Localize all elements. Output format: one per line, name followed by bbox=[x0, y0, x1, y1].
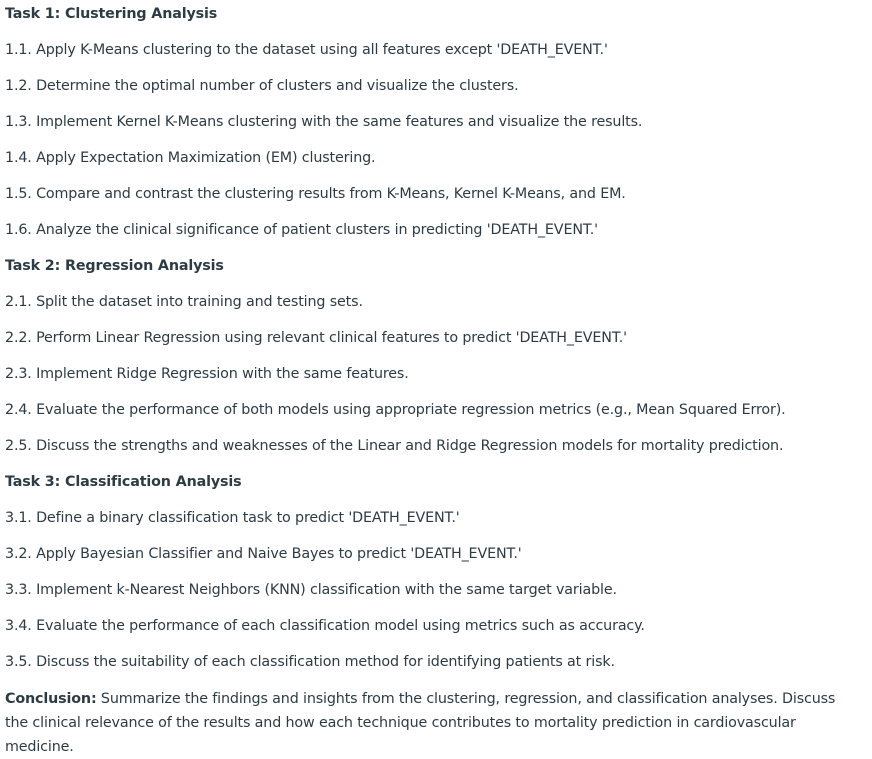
task3-item: 3.4. Evaluate the performance of each classification model using metrics such as accuracy. bbox=[5, 618, 645, 634]
task1-item: 1.6. Analyze the clinical significance of patient clusters in predicting 'DEATH_EVENT.' bbox=[5, 222, 598, 238]
task1-item: 1.1. Apply K-Means clustering to the dataset using all features except 'DEATH_EVENT.' bbox=[5, 42, 608, 58]
task3-heading: Task 3: Classification Analysis bbox=[5, 474, 242, 490]
task2-item: 2.1. Split the dataset into training and testing sets. bbox=[5, 294, 363, 310]
task1-item: 1.3. Implement Kernel K-Means clustering with the same features and visualize the results. bbox=[5, 114, 643, 130]
task3-item: 3.5. Discuss the suitability of each classification method for identifying patients at risk. bbox=[5, 654, 615, 670]
task2-item: 2.2. Perform Linear Regression using relevant clinical features to predict 'DEATH_EVENT.' bbox=[5, 330, 627, 346]
task2-item: 2.4. Evaluate the performance of both models using appropriate regression metrics (e.g., Mean Squared Error). bbox=[5, 402, 786, 418]
task2-item: 2.5. Discuss the strengths and weaknesses of the Linear and Ridge Regression models for mortality prediction. bbox=[5, 438, 784, 454]
task2-heading: Task 2: Regression Analysis bbox=[5, 258, 224, 274]
task1-item: 1.4. Apply Expectation Maximization (EM) clustering. bbox=[5, 150, 376, 166]
task1-item: 1.2. Determine the optimal number of clusters and visualize the clusters. bbox=[5, 78, 519, 94]
conclusion-text: Summarize the findings and insights from the clustering, regression, and classification analyses. Discuss the clinical relevance of the results and how each technique contributes to mortality prediction in cardiovascular medicine. bbox=[5, 691, 836, 755]
task2-item: 2.3. Implement Ridge Regression with the same features. bbox=[5, 366, 409, 382]
conclusion-paragraph bbox=[5, 687, 855, 759]
task1-heading: Task 1: Clustering Analysis bbox=[5, 6, 218, 22]
task1-item: 1.5. Compare and contrast the clustering results from K-Means, Kernel K-Means, and EM. bbox=[5, 186, 626, 202]
conclusion-label: Conclusion: bbox=[5, 691, 97, 707]
task3-item: 3.2. Apply Bayesian Classifier and Naive Bayes to predict 'DEATH_EVENT.' bbox=[5, 546, 522, 562]
task3-item: 3.3. Implement k-Nearest Neighbors (KNN) classification with the same target variable. bbox=[5, 582, 617, 598]
task3-item: 3.1. Define a binary classification task to predict 'DEATH_EVENT.' bbox=[5, 510, 460, 526]
